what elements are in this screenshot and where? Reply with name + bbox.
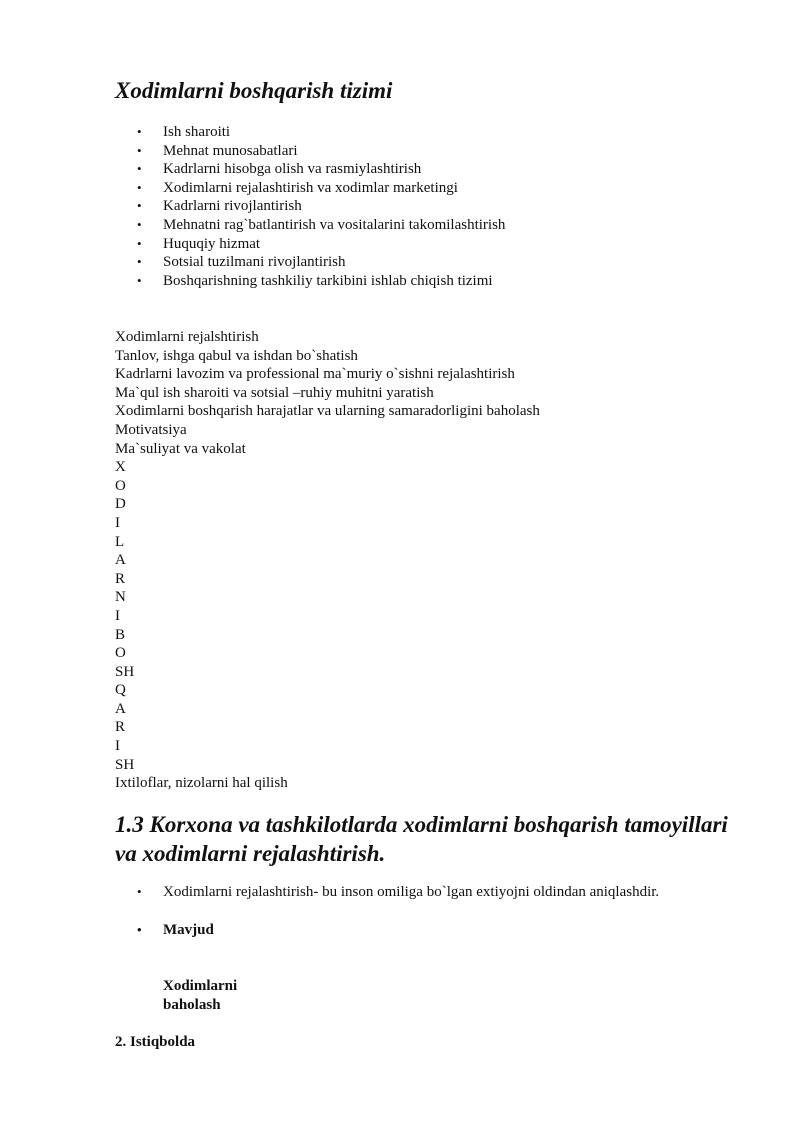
vertical-letter: O <box>115 477 126 494</box>
text-lines <box>115 328 540 793</box>
vertical-letter: N <box>115 589 126 606</box>
vertical-letter: D <box>115 496 126 513</box>
vertical-letter: I <box>115 738 120 755</box>
bullet-icon: • <box>137 235 142 251</box>
block-line: baholash <box>163 996 221 1013</box>
list-item: • Ish sharoiti <box>137 124 231 140</box>
text-line: Ma`qul ish sharoiti va sotsial –ruhiy muhitni yaratish <box>115 384 434 401</box>
list-item: • Mehnatni rag`batlantirish va vositalarini takomilashtirish <box>137 216 506 233</box>
vertical-letter: R <box>115 570 126 587</box>
vertical-letter: A <box>115 552 126 569</box>
vertical-letter: I <box>115 514 120 531</box>
bullet-icon: • <box>137 272 142 288</box>
page-title: Xodimlarni boshqarish tizimi <box>115 78 393 103</box>
text-line: Xodimlarni boshqarish harajatlar va ularning samaradorligini baholash <box>115 403 540 420</box>
text-line: Kadrlarni lavozim va professional ma`muriy o`sishni rejalashtirish <box>115 366 515 383</box>
bullet-icon: • <box>137 922 142 937</box>
vertical-letter: B <box>115 626 126 643</box>
block-line: Xodimlarni <box>163 978 238 994</box>
list-item: • Boshqarishning tashkiliy tarkibini ishlab chiqish tizimi <box>137 272 493 289</box>
text-line: Ma`suliyat va vakolat <box>115 440 246 457</box>
vertical-letter: X <box>115 459 126 476</box>
bullet-icon: • <box>137 142 142 158</box>
text-line: Motivatsiya <box>115 421 187 438</box>
vertical-letter: I <box>115 607 120 624</box>
vertical-letter: L <box>115 533 125 550</box>
section-heading: 1.3 Korxona va tashkilotlarda xodimlarni boshqarish tamoyillari va xodimlarni rejalashtirish. <box>115 812 728 866</box>
bullet-icon: • <box>137 254 142 270</box>
bullet-icon: • <box>137 198 142 214</box>
definition-list <box>115 883 659 902</box>
vertical-letter: Q <box>115 682 126 699</box>
vertical-letter: R <box>115 719 126 736</box>
mavjud-list <box>115 921 214 940</box>
bullet-icon: • <box>137 124 142 139</box>
list-item: • Kadrlarni hisobga olish va rasmiylashtirish <box>137 161 422 178</box>
list-item: • Sotsial tuzilmani rivojlantirish <box>137 254 346 271</box>
list-item: • Xodimlarni rejalashtirish va xodimlar marketingi <box>137 179 458 196</box>
list-item: • Xodimlarni rejalashtirish- bu inson omiliga bo`lgan extiyojni oldindan aniqlashdir. <box>137 884 660 900</box>
vertical-letter: SH <box>115 663 135 680</box>
bullet-icon: • <box>137 884 142 899</box>
vertical-letter: A <box>115 700 126 717</box>
list-item: • Mavjud <box>137 922 214 938</box>
assessment-block <box>163 977 237 1014</box>
text-line: Ixtiloflar, nizolarni hal qilish <box>115 775 288 792</box>
bullet-icon: • <box>137 179 142 195</box>
list-item: • Kadrlarni rivojlantirish <box>137 198 302 215</box>
numbered-heading: 2. Istiqbolda <box>115 1034 196 1050</box>
bullet-icon: • <box>137 216 142 232</box>
bullet-icon: • <box>137 161 142 177</box>
text-line: Tanlov, ishga qabul va ishdan bo`shatish <box>115 347 358 364</box>
text-line: Xodimlarni rejalshtirish <box>115 329 259 345</box>
vertical-letter: SH <box>115 756 135 773</box>
vertical-letter: O <box>115 645 126 662</box>
bullet-list <box>115 123 505 290</box>
list-item: • Huquqiy hizmat <box>137 235 261 252</box>
list-item: • Mehnat munosabatlari <box>137 142 298 159</box>
